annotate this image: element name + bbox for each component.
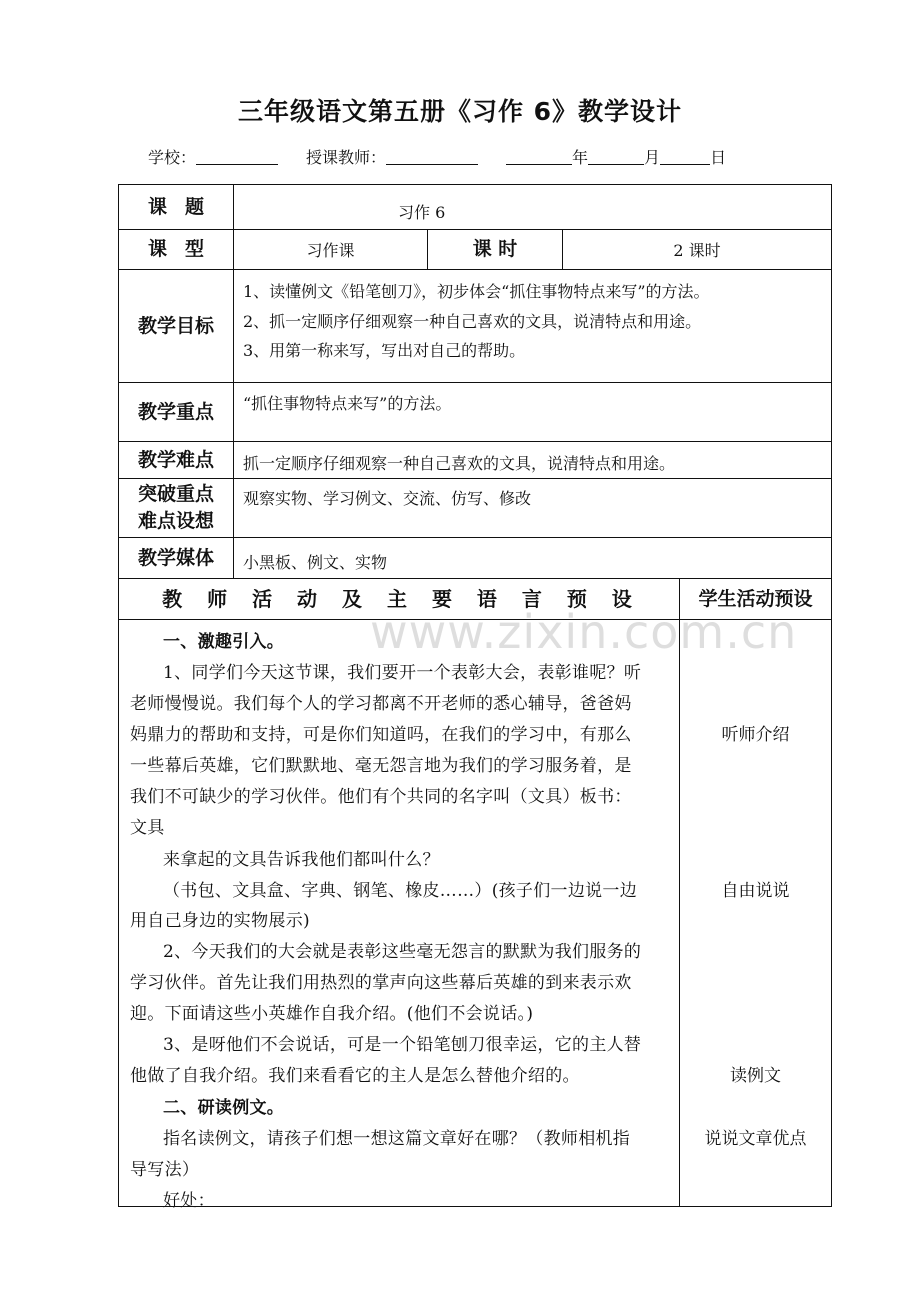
body-line: 2、今天我们的大会就是表彰这些毫无怨言的默默为我们服务的	[163, 942, 642, 962]
body-line: 学习伙伴。首先让我们用热烈的掌声向这些幕后英雄的到来表示欢	[130, 973, 632, 993]
year-blank[interactable]	[506, 150, 572, 165]
student-activity: 听师介绍	[721, 725, 790, 745]
body-line: 3、是呀他们不会说话，可是一个铅笔刨刀很幸运，它的主人替	[163, 1035, 642, 1055]
body-line-heading-1: 一、激趣引入。	[163, 632, 285, 652]
body-line: 文具	[130, 818, 165, 838]
breakthrough-label	[119, 479, 233, 537]
body-line: 妈鼎力的帮助和支持，可是你们知道吗，在我们的学习中，有那么	[130, 725, 632, 745]
student-activity: 自由说说	[721, 881, 790, 901]
month-blank[interactable]	[588, 150, 644, 165]
body-line: （书包、文具盒、字典、钢笔、橡皮……）(孩子们一边说一边	[163, 881, 638, 901]
student-activity: 读例文	[730, 1066, 781, 1086]
body-line: 一些幕后英雄，它们默默地、毫无怨言地为我们的学习服务着，是	[130, 756, 632, 776]
body-line-heading-2: 二、研读例文。	[163, 1098, 285, 1118]
student-activity: 说说文章优点	[704, 1129, 807, 1149]
school-blank[interactable]	[196, 150, 278, 165]
body-line: 指名读例文，请孩子们想一想这篇文章好在哪？（教师相机指	[163, 1129, 631, 1149]
goals-label: 教学目标	[137, 314, 214, 337]
body-line: 老师慢慢说。我们每个人的学习都离不开老师的悉心辅导，爸爸妈	[130, 694, 632, 714]
body-line: 导写法）	[130, 1160, 200, 1180]
key-point-value: “抓住事物特点来写”的方法。	[243, 394, 452, 413]
year-label: 年	[572, 148, 589, 167]
type-value: 习作课	[306, 241, 355, 260]
day-label: 日	[710, 148, 727, 167]
body-line: 他做了自我介绍。我们来看看它的主人是怎么替他介绍的。	[130, 1066, 580, 1086]
header-meta-line	[148, 145, 726, 168]
day-blank[interactable]	[660, 150, 710, 165]
breakthrough-value: 观察实物、学习例文、交流、仿写、修改	[243, 489, 532, 508]
student-activities-header: 学生活动预设	[698, 587, 813, 610]
type-label: 课型	[147, 238, 222, 260]
goal-item-1: 1、读懂例文《铅笔刨刀》，初步体会“抓住事物特点来写”的方法。	[243, 282, 710, 301]
key-point-label: 教学重点	[137, 400, 214, 423]
difficulty-label: 教学难点	[137, 448, 214, 471]
document-title: 三年级语文第五册《习作 6》教学设计	[237, 97, 683, 126]
goal-item-2: 2、抓一定顺序仔细观察一种自己喜欢的文具，说清特点和用途。	[243, 312, 702, 331]
difficulty-value: 抓一定顺序仔细观察一种自己喜欢的文具，说清特点和用途。	[243, 454, 676, 473]
body-line: 好处：	[163, 1191, 215, 1211]
school-label: 学校：	[148, 148, 197, 167]
topic-label: 课题	[147, 195, 222, 218]
media-label: 教学媒体	[137, 546, 214, 569]
goal-item-3: 3、用第一称来写，写出对自己的帮助。	[243, 341, 526, 360]
body-line: 用自己身边的实物展示)	[130, 911, 310, 931]
body-line: 来拿起的文具告诉我他们都叫什么？	[163, 850, 440, 870]
teacher-label: 授课教师：	[306, 148, 387, 167]
hours-value: 2 课时	[673, 241, 721, 260]
breakthrough-label-line2: 难点设想	[137, 510, 214, 532]
teacher-blank[interactable]	[386, 150, 478, 165]
breakthrough-label-line1: 突破重点	[137, 483, 214, 505]
media-value: 小黑板、例文、实物	[243, 553, 388, 572]
body-line: 我们不可缺少的学习伙伴。他们有个共同的名字叫（文具）板书：	[130, 787, 632, 807]
body-line: 1、同学们今天这节课，我们要开一个表彰大会，表彰谁呢？听	[163, 663, 642, 683]
hours-label: 课 时	[472, 238, 518, 260]
body-line: 迎。下面请这些小英雄作自我介绍。(他们不会说话。)	[130, 1004, 534, 1024]
topic-value: 习作 6	[398, 203, 446, 222]
month-label: 月	[644, 148, 661, 167]
teacher-activities-header: 教 师 活 动 及 主 要 语 言 预 设	[162, 586, 636, 611]
watermark: www.zixin.com.cn	[370, 605, 798, 659]
